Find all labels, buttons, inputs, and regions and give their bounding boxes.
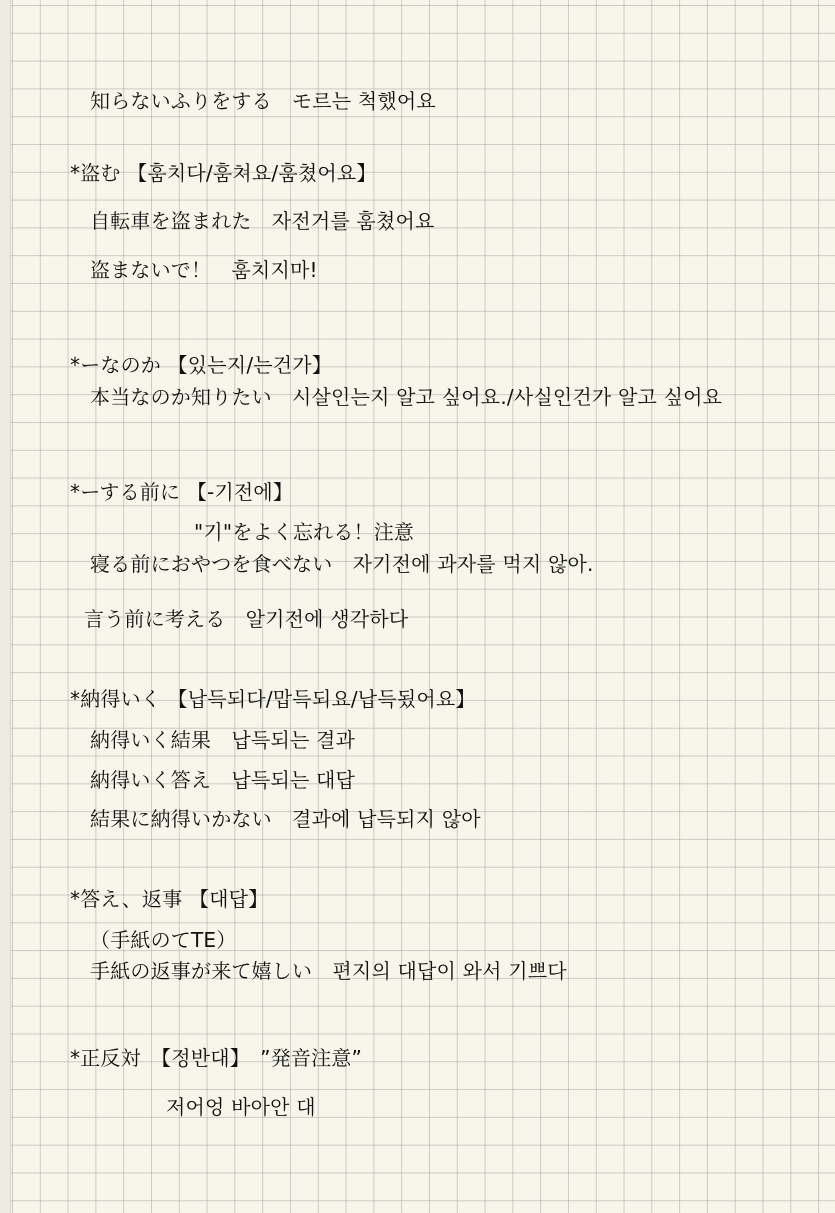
note-line: 저어엉 바아안 대 [166,1095,316,1119]
note-heading: *盗む 【훔치다/훔쳐요/훔쳤어요】 [70,161,377,185]
note-line: 納得いく答え 납득되는 대답 [90,768,356,792]
note-heading: *答え、返事 【대답】 [70,887,269,911]
note-remark: （手紙のてTE） [90,928,237,952]
note-heading: *納得いく 【납득되다/맙득되요/납득됬어요】 [70,687,476,711]
note-line: 寝る前におやつを食べない 자기전에 과자를 먹지 않아. [90,552,594,576]
note-heading: *ーなのか 【있는지/는건가】 [70,353,333,377]
note-line: 本当なのか知りたい 시살인는지 알고 싶어요./사실인건가 알고 싶어요 [90,385,723,409]
page-left-edge [0,0,11,1213]
note-line: 納得いく結果 납득되는 결과 [90,728,356,752]
note-line: 言う前に考える 알기전에 생각하다 [84,607,409,631]
note-line: 知らないふりをする モ르는 척했어요 [90,89,436,113]
note-line: 盗まないで！ 훔치지마! [90,258,318,282]
note-remark: "기"をよく忘れる！注意 [194,520,415,544]
note-line: 結果に納得いかない 결과에 납득되지 않아 [90,807,481,831]
note-line: 自転車を盗まれた 자전거를 훔쳤어요 [90,209,435,233]
note-line: 手紙の返事が来て嬉しい 편지의 대답이 와서 기쁘다 [90,959,567,983]
note-heading: *ーする前に 【-기전에】 [70,480,294,504]
note-heading: *正反対 【정반대】 ”発音注意” [70,1046,363,1070]
